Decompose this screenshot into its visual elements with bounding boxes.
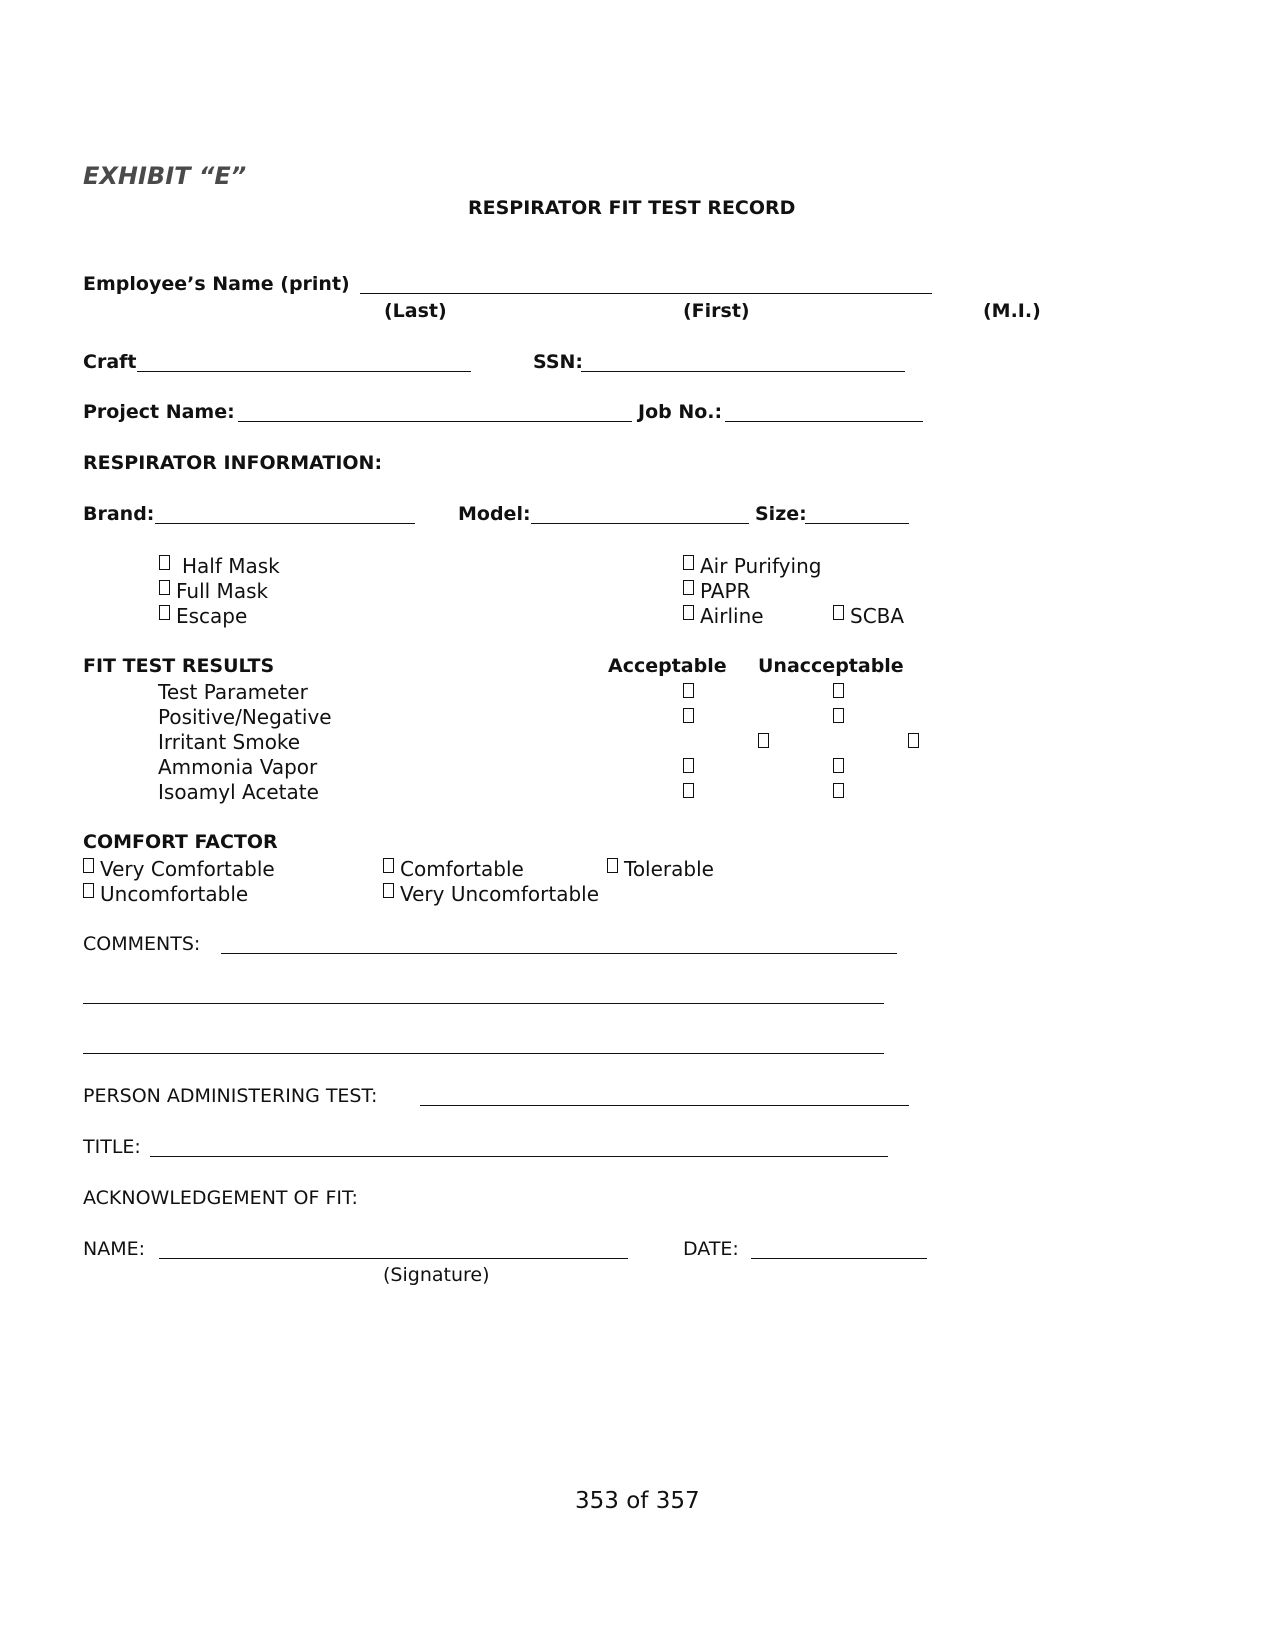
person-administering-field[interactable] <box>420 1105 909 1106</box>
comments-field-line-2[interactable] <box>83 1003 884 1004</box>
date-label: DATE: <box>683 1238 739 1260</box>
uncomfortable-checkbox[interactable] <box>83 883 94 898</box>
airline-label: Airline <box>700 604 764 628</box>
positive-negative-unacceptable-checkbox[interactable] <box>833 708 844 723</box>
comfortable-checkbox[interactable] <box>383 858 394 873</box>
test-parameter-unacceptable-checkbox[interactable] <box>833 683 844 698</box>
acceptable-heading: Acceptable <box>608 655 727 677</box>
comments-field-line-3[interactable] <box>83 1053 884 1054</box>
air-purifying-label: Air Purifying <box>700 554 822 578</box>
very-comfortable-label: Very Comfortable <box>100 857 275 881</box>
escape-checkbox[interactable] <box>159 605 170 620</box>
brand-label: Brand: <box>83 503 155 525</box>
tolerable-label: Tolerable <box>624 857 714 881</box>
isoamyl-acetate-unacceptable-checkbox[interactable] <box>833 783 844 798</box>
size-label: Size: <box>755 503 807 525</box>
ammonia-vapor-acceptable-checkbox[interactable] <box>683 758 694 773</box>
scba-label: SCBA <box>850 604 905 628</box>
job-number-label: Job No.: <box>638 401 723 423</box>
ssn-label: SSN: <box>533 351 584 373</box>
fit-test-heading: FIT TEST RESULTS <box>83 655 275 677</box>
form-title: RESPIRATOR FIT TEST RECORD <box>468 197 796 219</box>
signature-caption: (Signature) <box>383 1264 490 1286</box>
ssn-field[interactable] <box>581 371 905 372</box>
model-field[interactable] <box>531 523 749 524</box>
signature-name-label: NAME: <box>83 1238 146 1260</box>
full-mask-label: Full Mask <box>176 579 269 603</box>
ammonia-vapor-unacceptable-checkbox[interactable] <box>833 758 844 773</box>
irritant-smoke-unacceptable-checkbox[interactable] <box>908 733 919 748</box>
irritant-smoke-label: Irritant Smoke <box>158 730 301 754</box>
job-number-field[interactable] <box>725 421 923 422</box>
irritant-smoke-acceptable-checkbox[interactable] <box>758 733 769 748</box>
comfortable-label: Comfortable <box>400 857 524 881</box>
project-name-label: Project Name: <box>83 401 235 423</box>
test-parameter-acceptable-checkbox[interactable] <box>683 683 694 698</box>
test-parameter-label: Test Parameter <box>158 680 308 704</box>
comments-label: COMMENTS: <box>83 933 201 955</box>
employee-name-field[interactable] <box>360 293 932 294</box>
unacceptable-heading: Unacceptable <box>758 655 904 677</box>
ammonia-vapor-label: Ammonia Vapor <box>158 755 318 779</box>
first-name-caption: (First) <box>683 300 750 322</box>
middle-initial-caption: (M.I.) <box>983 300 1041 322</box>
title-label: TITLE: <box>83 1136 141 1158</box>
tolerable-checkbox[interactable] <box>607 858 618 873</box>
escape-label: Escape <box>176 604 248 628</box>
person-administering-label: PERSON ADMINISTERING TEST: <box>83 1085 378 1107</box>
isoamyl-acetate-acceptable-checkbox[interactable] <box>683 783 694 798</box>
exhibit-label: EXHIBIT “E” <box>83 162 247 190</box>
size-field[interactable] <box>805 523 909 524</box>
date-field[interactable] <box>751 1258 927 1259</box>
very-uncomfortable-checkbox[interactable] <box>383 883 394 898</box>
signature-name-field[interactable] <box>159 1258 628 1259</box>
uncomfortable-label: Uncomfortable <box>100 882 249 906</box>
scba-checkbox[interactable] <box>833 605 844 620</box>
title-field[interactable] <box>150 1156 888 1157</box>
half-mask-checkbox[interactable] <box>159 555 170 570</box>
half-mask-label: Half Mask <box>182 554 280 578</box>
very-comfortable-checkbox[interactable] <box>83 858 94 873</box>
comfort-factor-heading: COMFORT FACTOR <box>83 831 278 853</box>
papr-checkbox[interactable] <box>683 580 694 595</box>
very-uncomfortable-label: Very Uncomfortable <box>400 882 600 906</box>
craft-label: Craft <box>83 351 137 373</box>
comments-field-line-1[interactable] <box>221 953 897 954</box>
air-purifying-checkbox[interactable] <box>683 555 694 570</box>
employee-name-label: Employee’s Name (print) <box>83 273 350 295</box>
positive-negative-label: Positive/Negative <box>158 705 332 729</box>
positive-negative-acceptable-checkbox[interactable] <box>683 708 694 723</box>
project-name-field[interactable] <box>238 421 632 422</box>
isoamyl-acetate-label: Isoamyl Acetate <box>158 780 319 804</box>
last-name-caption: (Last) <box>384 300 447 322</box>
airline-checkbox[interactable] <box>683 605 694 620</box>
page-indicator: 353 of 357 <box>575 1488 700 1514</box>
papr-label: PAPR <box>700 579 751 603</box>
full-mask-checkbox[interactable] <box>159 580 170 595</box>
craft-field[interactable] <box>137 371 471 372</box>
acknowledgement-label: ACKNOWLEDGEMENT OF FIT: <box>83 1187 358 1209</box>
brand-field[interactable] <box>155 523 415 524</box>
respirator-info-heading: RESPIRATOR INFORMATION: <box>83 452 383 474</box>
model-label: Model: <box>458 503 531 525</box>
